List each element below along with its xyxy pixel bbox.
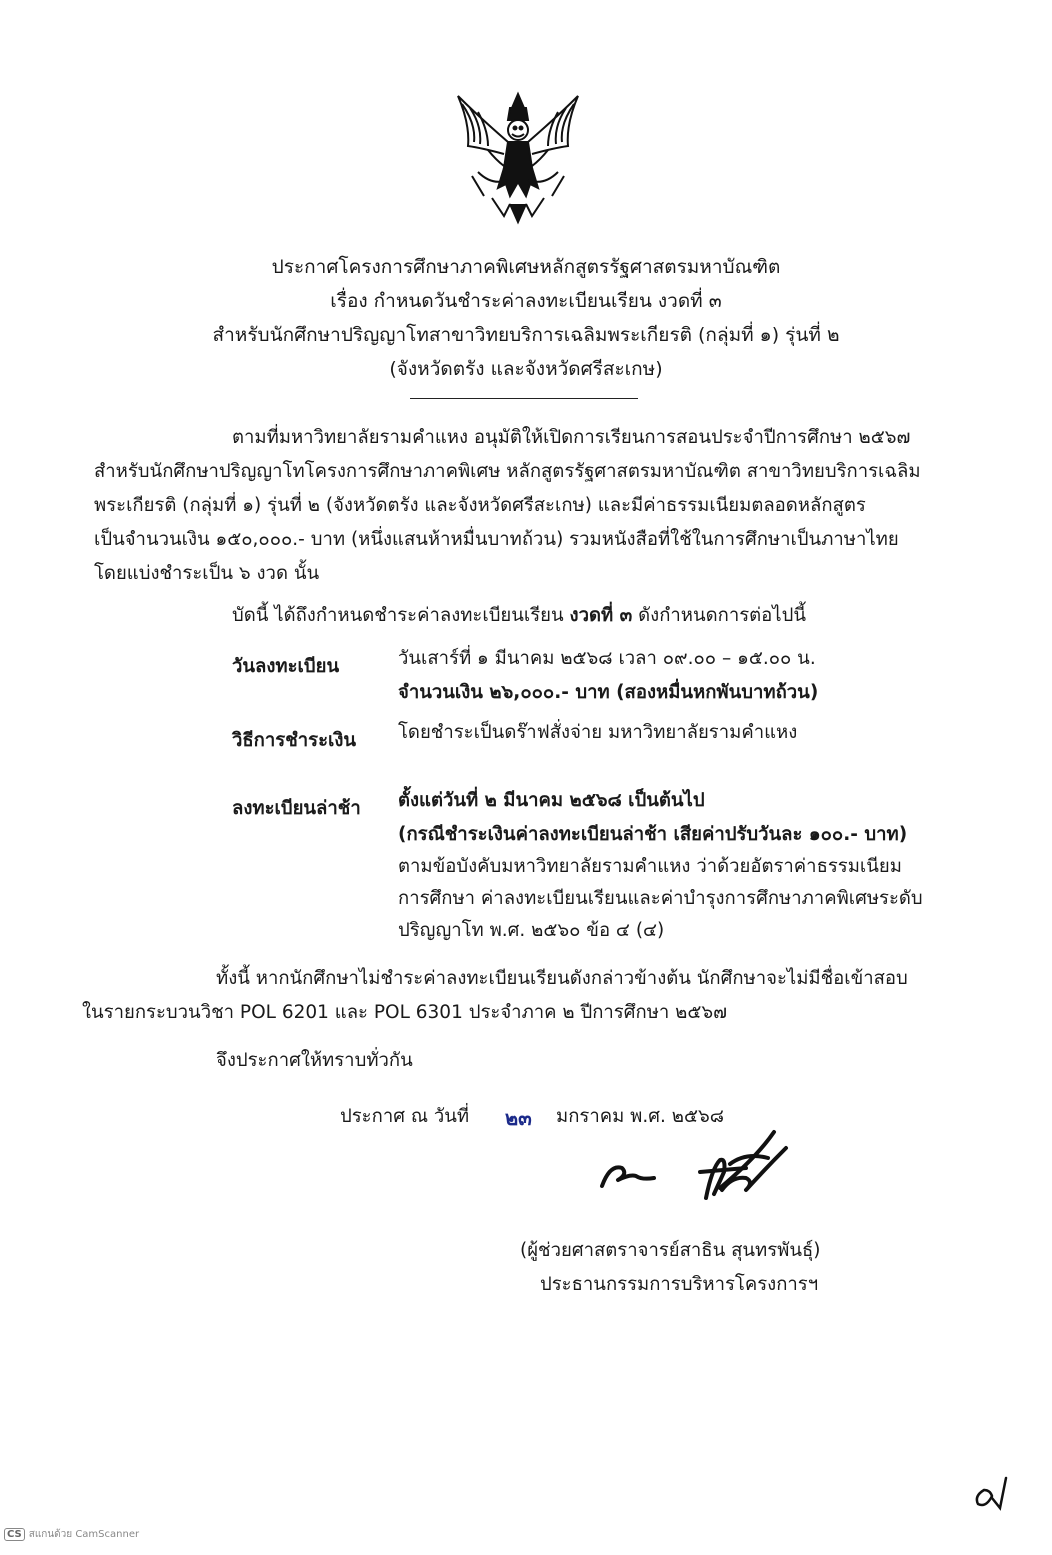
camscanner-text: สแกนด้วย CamScanner (28, 1529, 140, 1540)
paragraph-1-line-2: สำหรับนักศึกษาปริญญาโทโครงการศึกษาภาคพิเศษ หลักสูตรรัฐศาสตรมหาบัณฑิต สาขาวิทยบริการเฉลิม (94, 461, 921, 482)
garuda-emblem-icon (448, 76, 588, 226)
regulation-line-3: ปริญญาโท พ.ศ. ๒๕๖๐ ข้อ ๔ (๔) (398, 920, 665, 941)
paragraph-2 (232, 599, 806, 633)
announcement-date-suffix: มกราคม พ.ศ. ๒๕๖๘ (556, 1106, 724, 1127)
signatory-position: ประธานกรรมการบริหารโครงการฯ (540, 1274, 819, 1295)
announcement-title: ประกาศโครงการศึกษาภาคพิเศษหลักสูตรรัฐศาสตรมหาบัณฑิต (271, 256, 781, 278)
registration-date-label: วันลงทะเบียน (232, 656, 340, 677)
late-registration-label: ลงทะเบียนล่าช้า (232, 798, 361, 819)
paragraph-3-line-2: ในรายกระบวนวิชา POL 6201 และ POL 6301 ประจำภาค ๒ ปีการศึกษา ๒๕๖๗ (82, 1002, 728, 1023)
target-students-line: สำหรับนักศึกษาปริญญาโทสาขาวิทยบริการเฉลิมพระเกียรติ (กลุ่มที่ ๑) รุ่นที่ ๒ (212, 324, 840, 346)
scanner-watermark (4, 1527, 139, 1542)
late-fee-note: (กรณีชำระเงินค่าลงทะเบียนล่าช้า เสียค่าปรับวันละ ๑๐๐.- บาท) (398, 824, 908, 845)
paragraph-2-text: บัดนี้ ได้ถึงกำหนดชำระค่าลงทะเบียนเรียน (232, 605, 570, 626)
signature-image (596, 1128, 836, 1208)
announcement-date-prefix: ประกาศ ณ วันที่ (340, 1106, 470, 1127)
payment-method-value: โดยชำระเป็นดร๊าฟสั่งจ่าย มหาวิทยาลัยรามคำแหง (398, 722, 798, 743)
handwritten-initials (970, 1470, 1020, 1512)
paragraph-3-line-1: ทั้งนี้ หากนักศึกษาไม่ชำระค่าลงทะเบียนเรียนดังกล่าวข้างต้น นักศึกษาจะไม่มีชื่อเข้าสอบ (216, 968, 908, 989)
signatory-name: (ผู้ช่วยศาสตราจารย์สาธิน สุนทรพันธุ์) (520, 1240, 821, 1261)
registration-date-value: วันเสาร์ที่ ๑ มีนาคม ๒๕๖๘ เวลา ๐๙.๐๐ – ๑๕.๐๐ น. (398, 648, 816, 669)
paragraph-1-line-1: ตามที่มหาวิทยาลัยรามคำแหง อนุมัติให้เปิดการเรียนการสอนประจำปีการศึกษา ๒๕๖๗ (232, 427, 911, 448)
installment-number: งวดที่ ๓ (569, 605, 633, 626)
provinces-line: (จังหวัดตรัง และจังหวัดศรีสะเกษ) (389, 358, 663, 380)
regulation-line-2: การศึกษา ค่าลงทะเบียนเรียนและค่าบำรุงการศึกษาภาคพิเศษระดับ (398, 888, 923, 909)
payment-method-label: วิธีการชำระเงิน (232, 730, 357, 751)
registration-amount: จำนวนเงิน ๒๖,๐๐๐.- บาท (สองหมื่นหกพันบาทถ้วน) (398, 682, 819, 703)
paragraph-1-line-3: พระเกียรติ (กลุ่มที่ ๑) รุ่นที่ ๒ (จังหวัดตรัง และจังหวัดศรีสะเกษ) และมีค่าธรรมเนียมตลอดหลักสูตร (94, 495, 866, 516)
paragraph-2-suffix: ดังกำหนดการต่อไปนี้ (632, 605, 806, 626)
title-divider (410, 398, 638, 399)
paragraph-1-line-5: โดยแบ่งชำระเป็น ๖ งวด นั้น (94, 563, 320, 584)
announcement-closing: จึงประกาศให้ทราบทั่วกัน (216, 1050, 413, 1071)
regulation-line-1: ตามข้อบังคับมหาวิทยาลัยรามคำแหง ว่าด้วยอัตราค่าธรรมเนียม (398, 856, 902, 877)
paragraph-1-line-4: เป็นจำนวนเงิน ๑๕๐,๐๐๐.- บาท (หนึ่งแสนห้าหมื่นบาทถ้วน) รวมหนังสือที่ใช้ในการศึกษาเป็นภาษาไทย (94, 529, 899, 550)
late-registration-start: ตั้งแต่วันที่ ๒ มีนาคม ๒๕๖๘ เป็นต้นไป (398, 790, 705, 811)
subject-line: เรื่อง กำหนดวันชำระค่าลงทะเบียนเรียน งวดที่ ๓ (330, 290, 722, 312)
handwritten-day: ๒๓ (505, 1106, 532, 1130)
camscanner-logo: CS (4, 1528, 25, 1541)
